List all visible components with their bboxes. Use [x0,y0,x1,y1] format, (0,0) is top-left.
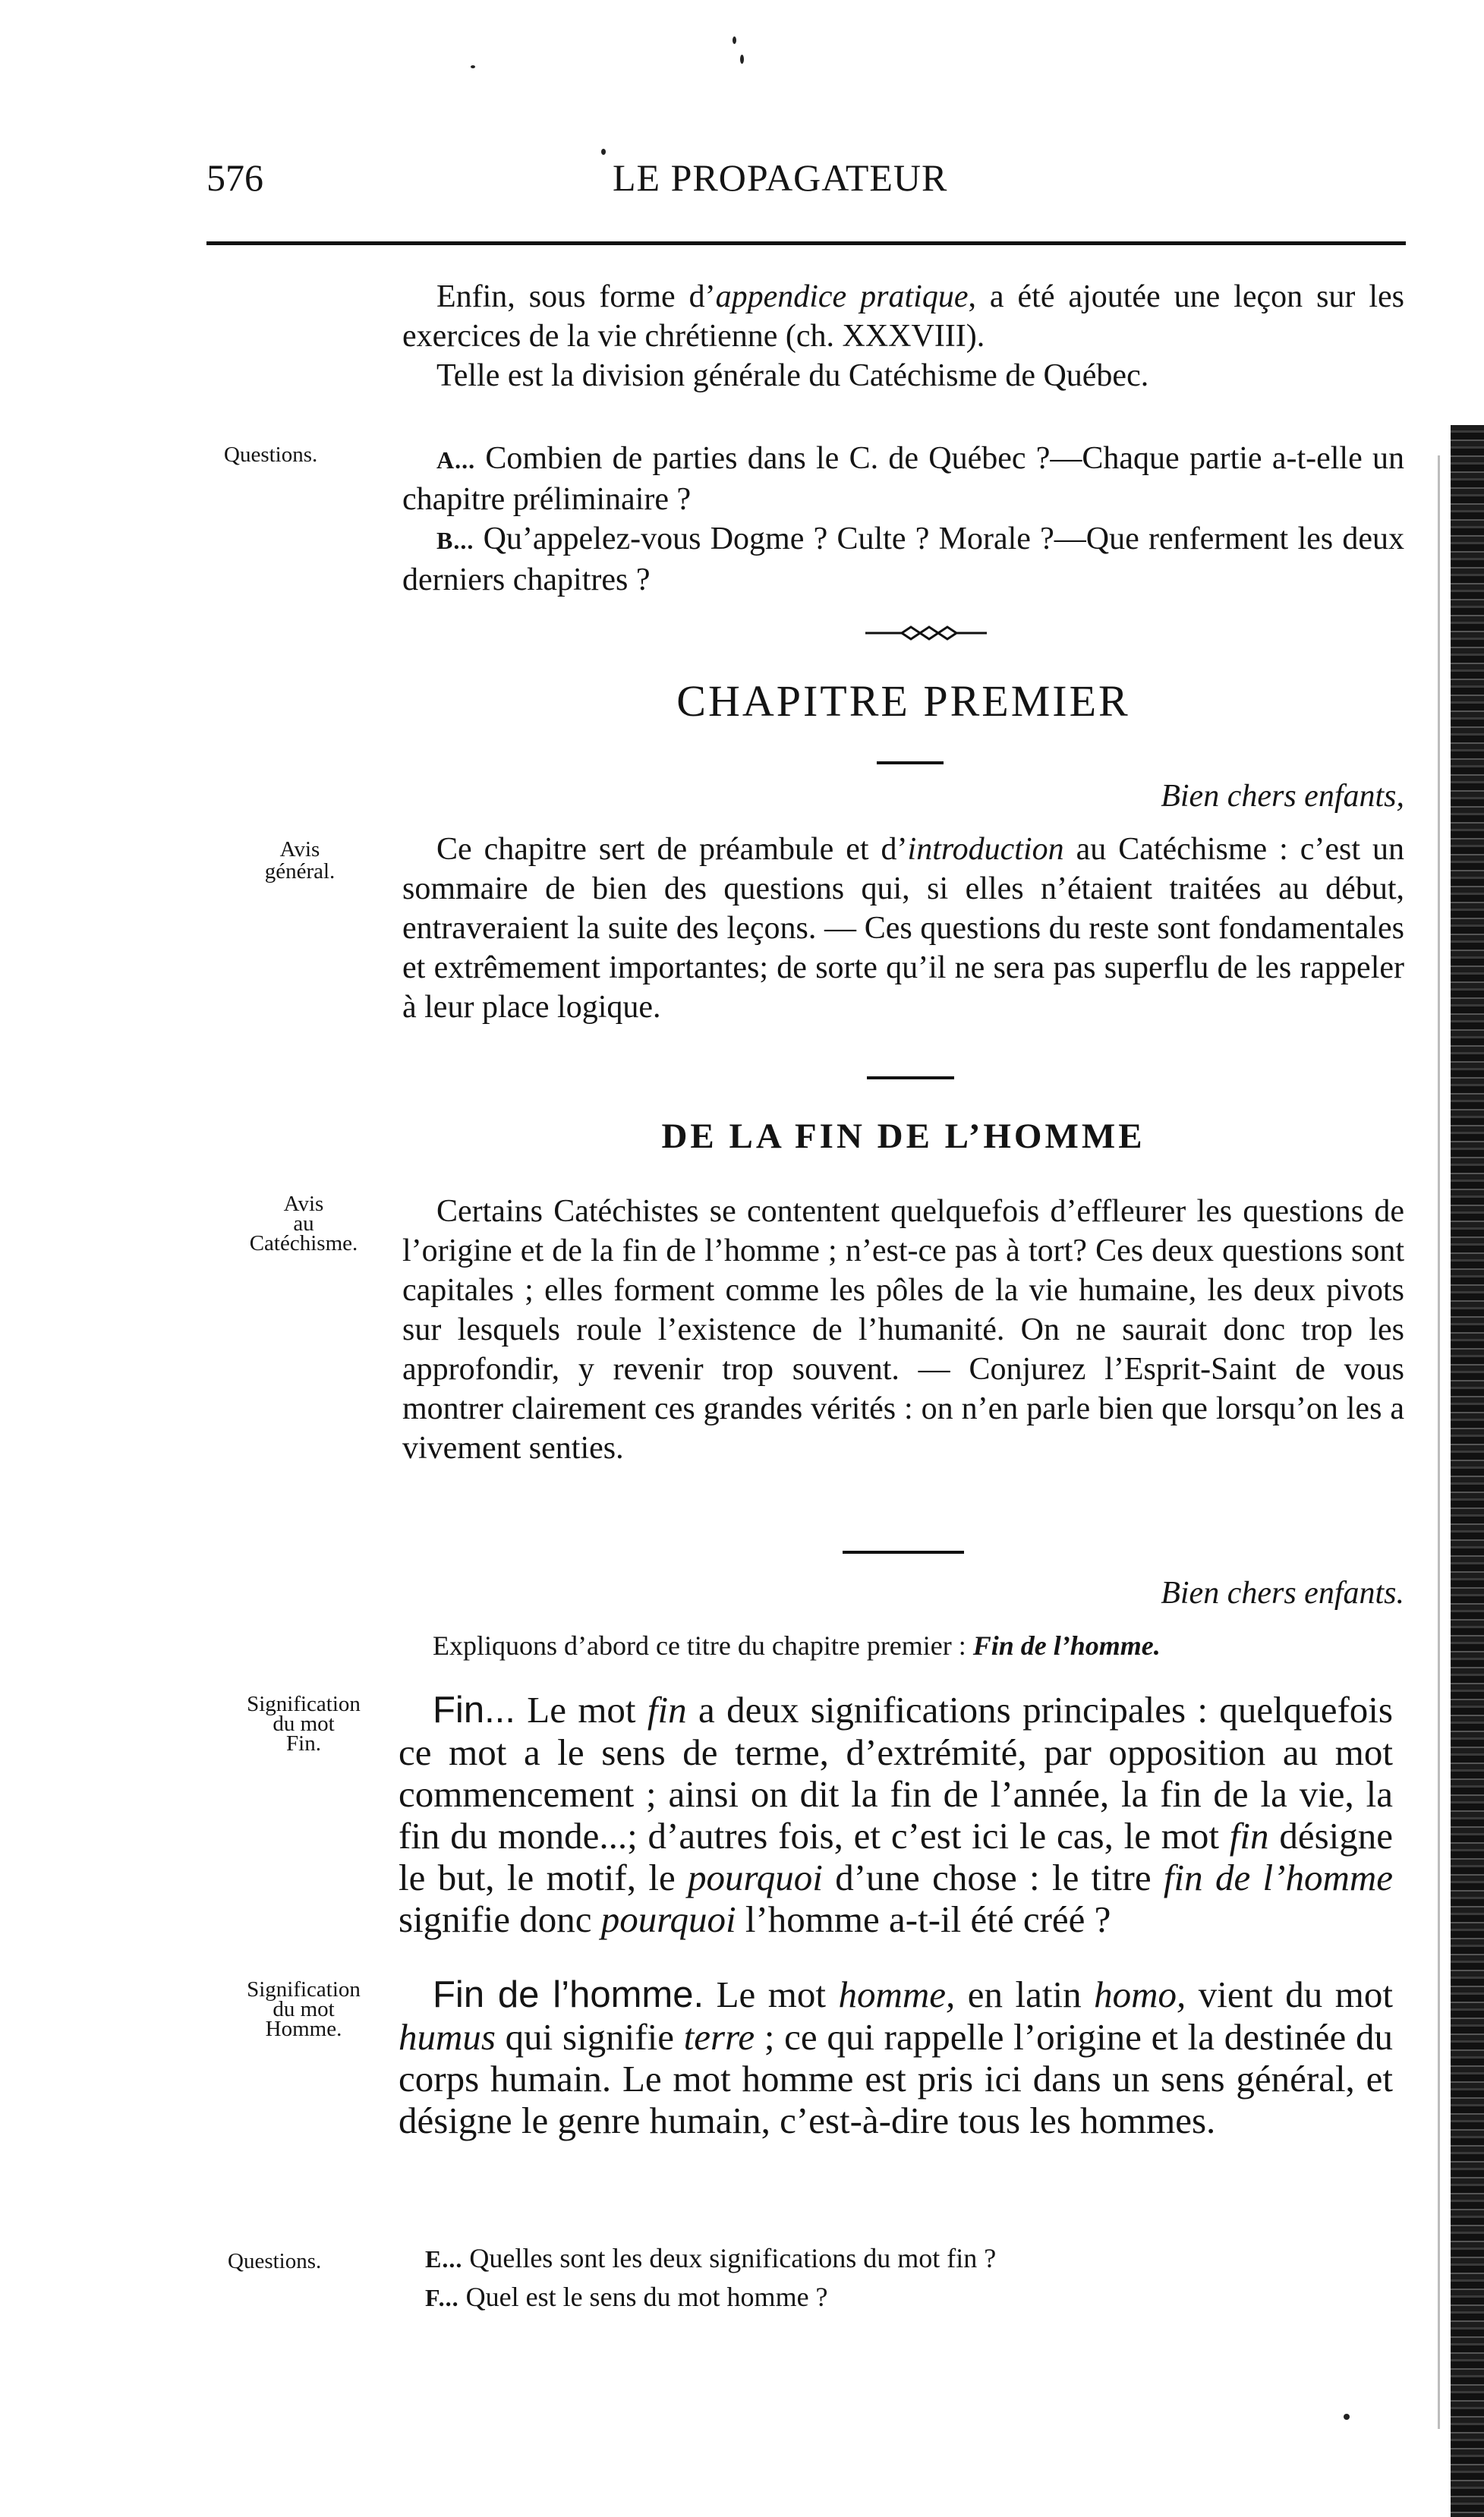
text-run: désigne le but, le motif, le [399,1815,1393,1898]
text-run: Ce chapitre sert de préambule et d’ [436,832,908,867]
short-rule [867,1076,954,1079]
salutation: Bien chers enfants. [1161,1576,1404,1611]
header-rule [206,241,1406,245]
italic-run: introduction [907,832,1064,867]
question-letter: A... [436,446,476,474]
short-rule [843,1551,964,1554]
question-a [402,439,1404,519]
short-rule [877,761,944,764]
text-run: Expliquons d’abord ce titre du chapitre premier : [433,1630,973,1661]
salutation: Bien chers enfants, [1161,779,1404,814]
text-run: Le mot [515,1689,647,1731]
scan-speck [740,55,744,64]
intro-paragraph-2: Telle est la division générale du Catéchisme de Québec. [436,358,1149,393]
question-f [425,2278,1382,2317]
margin-line: Signification [247,1977,361,2002]
text-run: Enfin, sous forme d’ [436,279,716,314]
question-text: Quel est le sens du mot homme ? [458,2282,828,2312]
italic-run: homo, [1094,1974,1186,2015]
question-letter: E... [425,2245,463,2273]
italic-run: fin de l’homme [1163,1857,1394,1898]
text-run: ; ce qui rappelle l’origine et la destinée du corps humain. Le mot homme est pris ici dans un sens général, et désigne le genre humain, c’est-à-dire tous les hommes. [399,2016,1393,2141]
margin-line: Signification [247,1692,361,1716]
italic-run: appendice pratique [715,279,969,314]
question-text: Qu’appelez-vous Dogme ? Culte ? Morale ?—Que renferment les deux derniers chapitres ? [402,521,1404,597]
text-run: Le mot [704,1974,839,2015]
scan-speck [601,149,606,155]
margin-note-avis-general [216,839,383,883]
margin-note-avis-catechisme [220,1194,387,1253]
text-run: au Catéchisme : c’est un sommaire de bien des questions qui, si elles n’étaient traitées au début, entraveraient la suite des leçons. — Ces questions du reste sont fondamentales et extrêmement importantes; de sorte qu’il ne sera pas superflu de les rappeler à leur place logique. [402,832,1404,1025]
italic-run: fin [647,1689,687,1731]
text-run: en latin [955,1974,1095,2015]
margin-line: Avis [279,837,320,862]
intro-block [402,277,1404,395]
margin-note-questions: Questions. [224,443,318,467]
margin-note-homme [220,1977,387,2041]
paragraph [402,830,1404,1027]
ornament-divider [865,624,987,642]
question-text: Combien de parties dans le C. de Québec ?—Chaque partie a-t-elle un chapitre préliminaire ? [402,441,1404,517]
paragraph: Certains Catéchistes se contentent quelquefois d’effleurer les questions de l’origine et de la fin de l’homme ; n’est-ce pas à tort? Ces deux questions sont capitales ; elles forment comme les pôles de la vie humaine, les deux pivots sur lesquels roule l’existence de l’humanité. On ne saurait donc trop les approfondir, y revenir trop souvent. — Conjurez l’Esprit-Saint de vous montrer clairement ces grandes vérités : on n’en parle bien que lorsqu’on les a vivement senties. [402,1194,1404,1466]
italic-run: terre [683,2016,755,2058]
paragraph [399,1689,1393,1940]
chapter-intro-paragraph [402,830,1404,1027]
text-run: l’homme a-t-il été créé ? [736,1898,1111,1940]
text-run: a deux significations principales : quelquefois ce mot a le sens de terme, d’extrémité, par opposition au mot commencement ; ainsi on dit la fin de l’année, la fin de la vie, la fin du monde...; d’autres fois, et c’est ici le cas, le mot [399,1689,1393,1857]
margin-line: Catéchisme. [249,1231,358,1255]
margin-line: au [293,1211,314,1236]
question-letter: F... [425,2284,459,2311]
section-intro-paragraph [402,1192,1404,1468]
italic-run: fin [1229,1815,1269,1857]
text-run: vient du mot [1186,1974,1393,2015]
running-title: LE PROPAGATEUR [613,156,948,199]
margin-line: du mot [273,1712,335,1736]
margin-note-questions: Questions. [228,2249,322,2273]
italic-run: pourquoi [688,1857,823,1898]
chapter-title: CHAPITRE PREMIER [676,676,1130,726]
margin-line: Avis [283,1192,324,1216]
question-text: Quelles sont les deux significations du mot fin ? [462,2243,997,2273]
paragraph [399,1974,1393,2141]
text-run: signifie donc [399,1898,601,1940]
lead-term: Fin de l’homme. [433,1974,704,2015]
questions-block-2 [425,2239,1382,2317]
scan-speck [1344,2414,1350,2420]
margin-line: du mot [273,1997,335,2021]
italic-run: humus [399,2016,496,2058]
fin-paragraph [399,1689,1393,1940]
page-header [206,156,1406,209]
italic-run: pourquoi [600,1898,736,1940]
intro-paragraph-1 [402,277,1404,356]
section-title: DE LA FIN DE L’HOMME [661,1117,1145,1156]
question-letter: B... [436,527,474,554]
margin-line: Homme. [265,2017,342,2041]
homme-paragraph [399,1974,1393,2141]
margin-line: général. [264,859,336,884]
margin-line: Fin. [286,1731,321,1756]
italic-run: Fin de l’homme. [972,1630,1161,1661]
book-edge-shadow [1451,425,1484,2517]
italic-run: homme, [838,1974,956,2015]
question-b [402,519,1404,600]
edge-line [1438,455,1440,2429]
questions-block-1 [402,439,1404,600]
explain-line [433,1627,1435,1665]
text-run: , a été ajoutée une leçon sur les exercices de la vie chrétienne (ch. XXXVIII). [402,279,1405,354]
question-e [425,2239,1382,2278]
lead-term: Fin... [433,1690,515,1731]
scan-speck [471,65,475,68]
page-number: 576 [206,156,263,199]
scan-speck [733,36,736,44]
margin-note-fin [220,1692,387,1756]
text-run: d’une chose : le titre [822,1857,1164,1898]
text-run: qui signifie [495,2016,684,2058]
